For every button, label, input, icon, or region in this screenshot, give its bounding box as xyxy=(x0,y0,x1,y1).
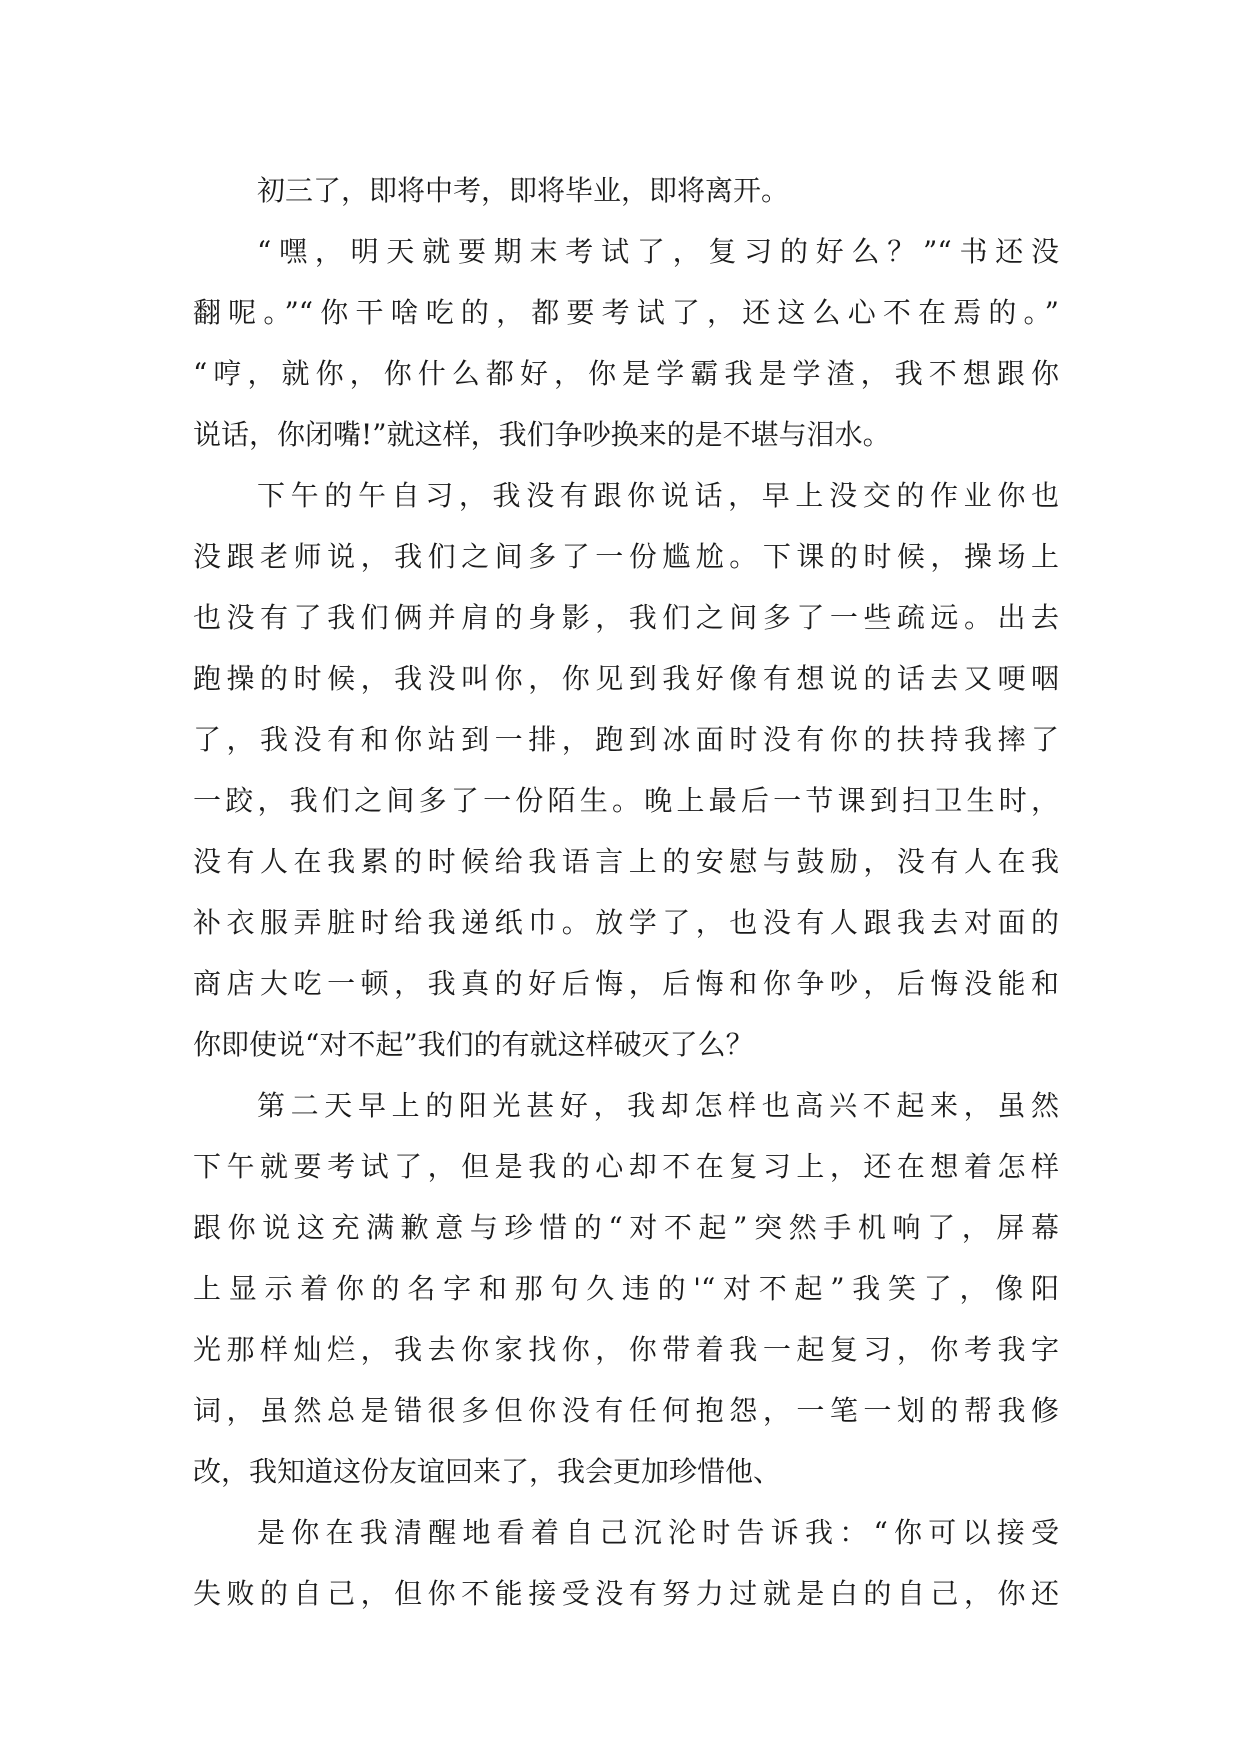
text-line: 翻呢。”“你干啥吃的，都要考试了，还这么心不在焉的。” xyxy=(193,296,1059,329)
text-line: 上显示着你的名字和那句久违的'“对不起”我笑了，像阳 xyxy=(193,1272,1059,1305)
text-line: 失败的自己，但你不能接受没有努力过就是白的自己，你还 xyxy=(193,1577,1059,1610)
text-line: “嘿，明天就要期末考试了，复习的好么？”“书还没 xyxy=(257,235,1059,268)
text-line: 改，我知道这份友谊回来了，我会更加珍惜他、 xyxy=(193,1455,782,1488)
text-line: 下午就要考试了，但是我的心却不在复习上，还在想着怎样 xyxy=(193,1150,1059,1183)
text-line: 没有人在我累的时候给我语言上的安慰与鼓励，没有人在我 xyxy=(193,845,1059,878)
text-line: 跟你说这充满歉意与珍惜的“对不起”突然手机响了，屏幕 xyxy=(193,1211,1059,1244)
text-line: 下午的午自习，我没有跟你说话，早上没交的作业你也 xyxy=(257,479,1059,512)
text-line: 第二天早上的阳光甚好，我却怎样也高兴不起来，虽然 xyxy=(257,1089,1059,1122)
text-line: 补衣服弄脏时给我递纸巾。放学了，也没有人跟我去对面的 xyxy=(193,906,1059,939)
text-line: 词，虽然总是错很多但你没有任何抱怨，一笔一划的帮我修 xyxy=(193,1394,1059,1427)
text-line: 初三了，即将中考，即将毕业，即将离开。 xyxy=(257,174,790,207)
document-body xyxy=(193,160,1059,1624)
text-line: 是你在我清醒地看着自己沉沦时告诉我：“你可以接受 xyxy=(257,1516,1059,1549)
text-line: 没跟老师说，我们之间多了一份尴尬。下课的时候，操场上 xyxy=(193,540,1059,573)
text-line: 跑操的时候，我没叫你，你见到我好像有想说的话去又哽咽 xyxy=(193,662,1059,695)
text-line: 你即使说“对不起”我们的有就这样破灭了么？ xyxy=(193,1028,754,1061)
text-line: 商店大吃一顿，我真的好后悔，后悔和你争吵，后悔没能和 xyxy=(193,967,1059,1000)
text-line: 说话，你闭嘴!”就这样，我们争吵换来的是不堪与泪水。 xyxy=(193,418,891,451)
text-line: “哼，就你，你什么都好，你是学霸我是学渣，我不想跟你 xyxy=(193,357,1059,390)
text-line: 也没有了我们俩并肩的身影，我们之间多了一些疏远。出去 xyxy=(193,601,1059,634)
text-line: 光那样灿烂，我去你家找你，你带着我一起复习，你考我字 xyxy=(193,1333,1059,1366)
text-line: 了，我没有和你站到一排，跑到冰面时没有你的扶持我摔了 xyxy=(193,723,1059,756)
text-line: 一跤，我们之间多了一份陌生。晚上最后一节课到扫卫生时， xyxy=(193,784,1059,817)
